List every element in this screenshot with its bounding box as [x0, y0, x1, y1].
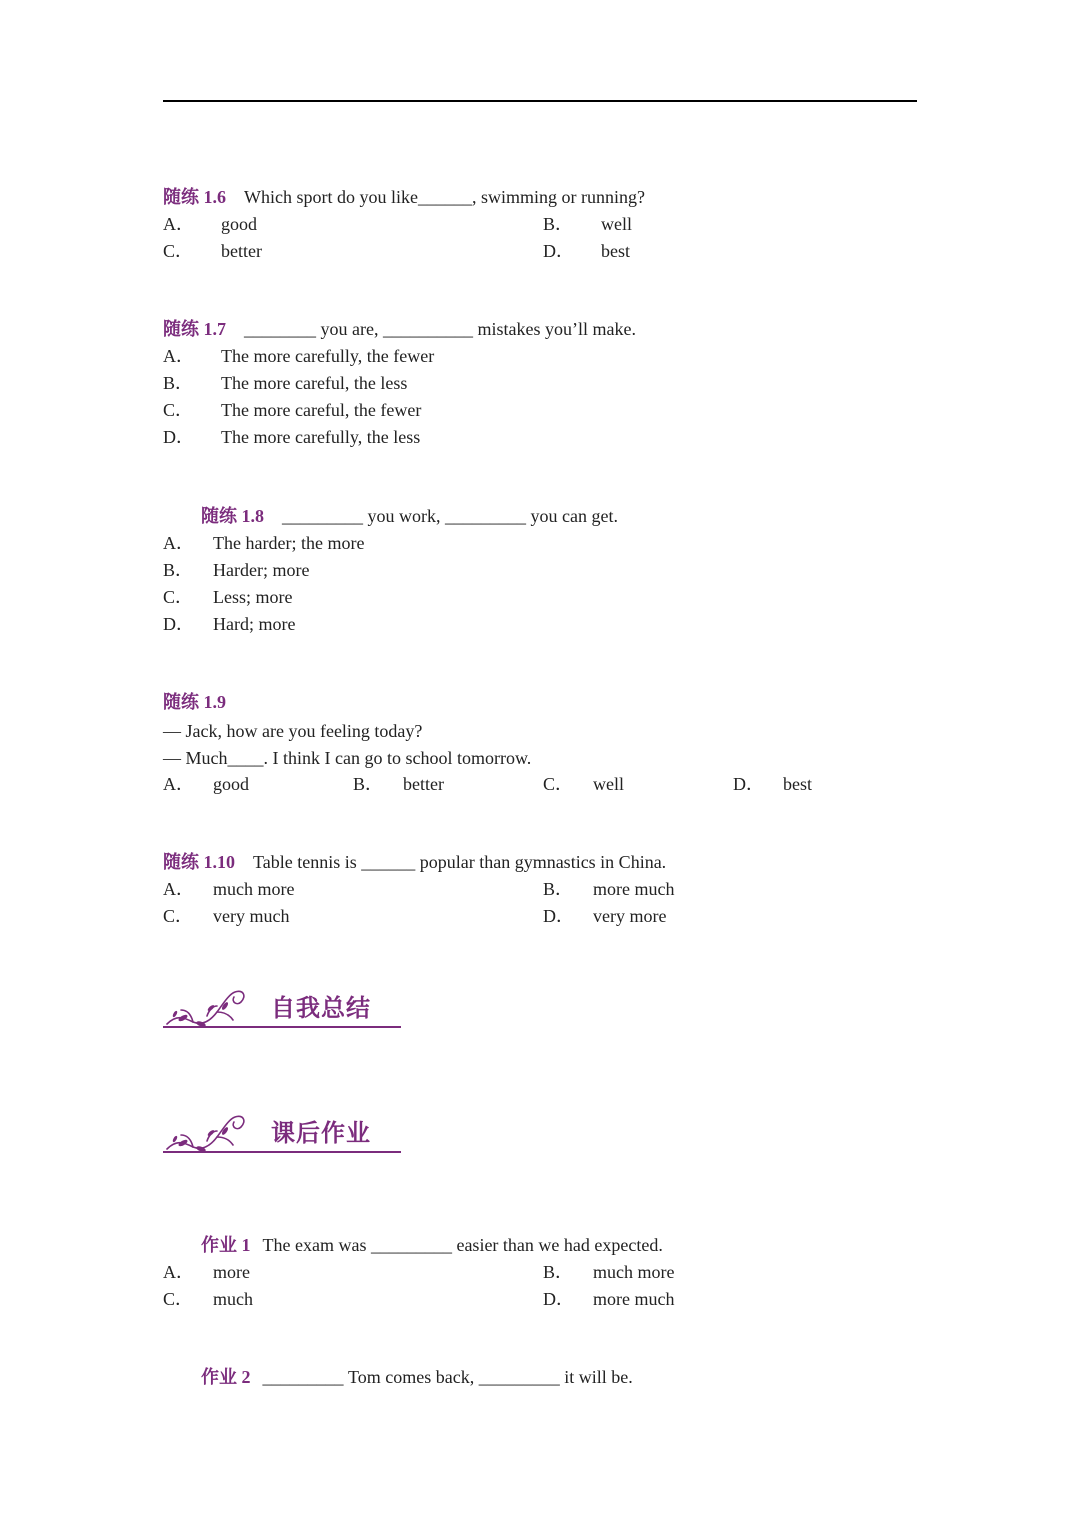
floral-vine-icon	[163, 984, 263, 1028]
section-heading-homework	[163, 1109, 401, 1153]
section-heading-summary	[163, 984, 401, 1028]
option-b[interactable]: B． Harder; more	[163, 560, 310, 580]
option-c[interactable]: C． better	[163, 241, 262, 261]
option-c[interactable]: C． Less; more	[163, 587, 293, 607]
section-title: 自我总结	[271, 994, 371, 1022]
homework-1	[201, 1234, 663, 1256]
option-a[interactable]: A． much more	[163, 879, 295, 899]
option-d[interactable]: D． best	[733, 774, 812, 794]
option-c[interactable]: C． much	[163, 1289, 253, 1309]
option-c[interactable]: C． very much	[163, 906, 290, 926]
question-1-10	[163, 851, 666, 873]
option-b[interactable]: B． The more careful, the less	[163, 373, 408, 393]
option-c[interactable]: C． well	[543, 774, 624, 794]
option-a[interactable]: A． good	[163, 774, 249, 794]
option-b[interactable]: B． better	[353, 774, 444, 794]
option-a[interactable]: A． The more carefully, the fewer	[163, 346, 435, 366]
question-text: Which sport do you like______, swimming or running?	[244, 187, 645, 207]
question-text: Table tennis is ______ popular than gymnastics in China.	[253, 852, 667, 872]
question-text: _________ Tom comes back, _________ it will be.	[262, 1367, 633, 1387]
question-1-7	[163, 318, 636, 340]
homework-2	[201, 1366, 633, 1388]
question-text: _________ you work, _________ you can get.	[282, 506, 618, 526]
section-title: 课后作业	[271, 1119, 371, 1147]
question-1-6	[163, 186, 645, 208]
question-1-8	[201, 505, 618, 527]
option-b[interactable]: B． much more	[543, 1262, 675, 1282]
floral-vine-icon	[163, 1109, 263, 1153]
question-label: 作业 2	[201, 1367, 251, 1387]
question-label: 随练 1.8	[201, 506, 264, 526]
question-1-9	[163, 691, 244, 713]
option-d[interactable]: D． Hard; more	[163, 614, 296, 634]
question-label: 随练 1.9	[163, 692, 226, 712]
question-label: 随练 1.6	[163, 187, 226, 207]
option-c[interactable]: C． The more careful, the fewer	[163, 400, 422, 420]
section-underline	[163, 1026, 401, 1028]
option-b[interactable]: B． more much	[543, 879, 675, 899]
question-text: ________ you are, __________ mistakes you’ll make.	[244, 319, 636, 339]
dialogue-line-1: — Jack, how are you feeling today?	[163, 721, 423, 741]
option-d[interactable]: D． best	[543, 241, 630, 261]
question-label: 随练 1.7	[163, 319, 226, 339]
option-d[interactable]: D． more much	[543, 1289, 675, 1309]
option-a[interactable]: A． The harder; the more	[163, 533, 365, 553]
question-text: The exam was _________ easier than we had expected.	[262, 1235, 663, 1255]
option-a[interactable]: A． more	[163, 1262, 250, 1282]
option-a[interactable]: A． good	[163, 214, 257, 234]
header-rule	[163, 100, 917, 102]
dialogue-line-2: — Much____. I think I can go to school tomorrow.	[163, 748, 532, 768]
option-b[interactable]: B． well	[543, 214, 632, 234]
question-label: 作业 1	[201, 1235, 251, 1255]
option-d[interactable]: D． The more carefully, the less	[163, 427, 421, 447]
section-underline	[163, 1151, 401, 1153]
option-d[interactable]: D． very more	[543, 906, 667, 926]
question-label: 随练 1.10	[163, 852, 235, 872]
